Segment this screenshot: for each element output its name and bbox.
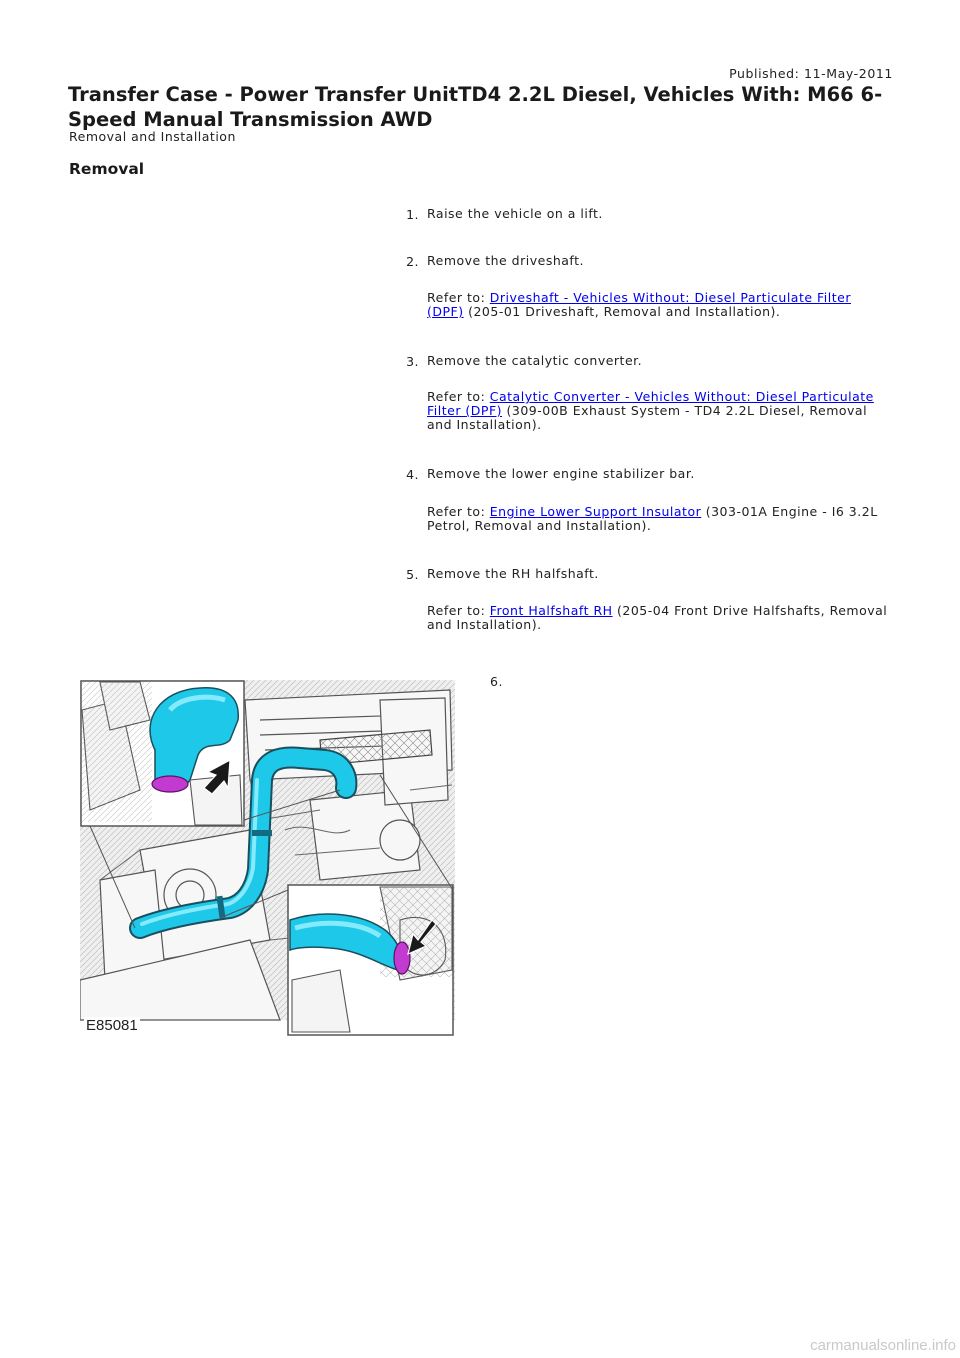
link-driveshaft[interactable]: Driveshaft - Vehicles Without: Diesel Particulate Filter (DPF) xyxy=(427,290,851,319)
step-5-reference xyxy=(427,604,889,632)
step-4-reference xyxy=(427,505,889,533)
page-title: Transfer Case - Power Transfer UnitTD4 2.2L Diesel, Vehicles With: M66 6-Speed Manual Transmission AWD xyxy=(68,83,883,131)
step-5-text: Remove the RH halfshaft. xyxy=(427,566,599,581)
step-5-number: 5. xyxy=(406,567,419,582)
reference-suffix: (309-00B Exhaust System - TD4 2.2L Diesel, Removal and Installation). xyxy=(427,403,868,432)
reference-prefix: Refer to: xyxy=(427,389,490,404)
step-3-text: Remove the catalytic converter. xyxy=(427,353,643,368)
engine-hose-illustration xyxy=(80,680,455,1038)
step-1-number: 1. xyxy=(406,207,419,222)
reference-prefix: Refer to: xyxy=(427,504,490,519)
link-engine-lower-support-insulator[interactable]: Engine Lower Support Insulator xyxy=(489,504,702,519)
step-2-number: 2. xyxy=(406,254,419,269)
step-6-number: 6. xyxy=(490,674,503,689)
reference-prefix: Refer to: xyxy=(427,603,490,618)
section-heading-removal: Removal xyxy=(69,160,145,178)
illustration-figure xyxy=(80,680,455,1038)
reference-suffix: (205-04 Front Drive Halfshafts, Removal and Installation). xyxy=(427,603,888,632)
step-1-text: Raise the vehicle on a lift. xyxy=(427,206,603,221)
step-4-number: 4. xyxy=(406,467,419,482)
reference-suffix: (303-01A Engine - I6 3.2L Petrol, Removal and Installation). xyxy=(427,504,878,533)
watermark: carmanualsonline.info xyxy=(810,1337,956,1354)
figure-label: E85081 xyxy=(86,1017,138,1034)
step-3-reference xyxy=(427,390,889,432)
step-3-number: 3. xyxy=(406,354,419,369)
step-2-text: Remove the driveshaft. xyxy=(427,253,584,268)
step-2-reference xyxy=(427,291,889,319)
link-front-halfshaft-rh[interactable]: Front Halfshaft RH xyxy=(489,603,613,618)
reference-suffix: (205-01 Driveshaft, Removal and Installation). xyxy=(463,304,781,319)
page-subtitle: Removal and Installation xyxy=(69,129,236,144)
reference-prefix: Refer to: xyxy=(427,290,490,305)
link-catalytic-converter[interactable]: Catalytic Converter - Vehicles Without: Diesel Particulate Filter (DPF) xyxy=(427,389,874,418)
published-date: Published: 11-May-2011 xyxy=(729,66,893,81)
step-4-text: Remove the lower engine stabilizer bar. xyxy=(427,466,695,481)
